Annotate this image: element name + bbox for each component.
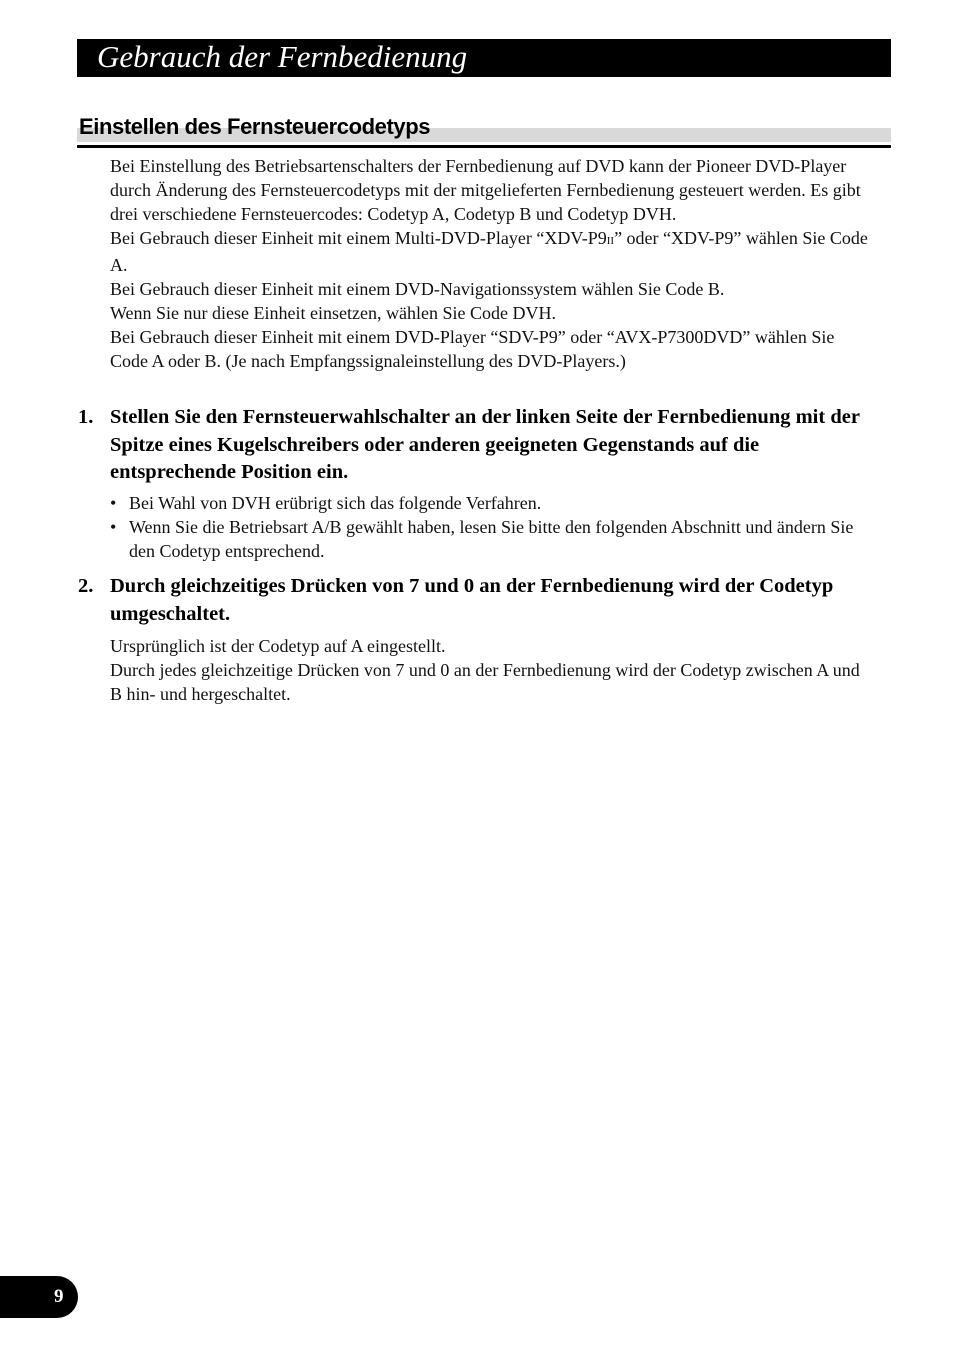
step-2	[78, 573, 868, 628]
intro-paragraph: Bei Einstellung des Betriebsartenschalters der Fernbedienung auf DVD kann der Pioneer DVD-Player durch Änderung des Fernsteuercodetyps mit der mitgelieferten Fernbedienung gesteuert werden. Es gibt drei verschiedene Fernsteuercodes: Codetyp A, Codetyp B und Codetyp DVH.	[110, 156, 861, 224]
page-number-tab	[0, 1276, 78, 1318]
step-instruction: Stellen Sie den Fernsteuerwahlschalter an der linken Seite der Fernbedienung mit der Spitze eines Kugelschreibers oder anderen geeigneten Gegenstands auf die entsprechende Position ein.	[110, 406, 860, 483]
step-number: 1.	[78, 406, 94, 428]
section-heading	[77, 112, 891, 148]
bullet-text: Bei Wahl von DVH erübrigt sich das folgende Verfahren.	[129, 493, 542, 513]
intro-text-run: ” oder “XDV-P9” wählen Sie Code A.	[110, 228, 868, 275]
intro-paragraph: Bei Gebrauch dieser Einheit mit einem DVD-Navigationssystem wählen Sie Code B.	[110, 279, 725, 299]
bullet-icon: •	[110, 493, 117, 513]
page-number: 9	[54, 1286, 64, 1307]
note-paragraph: Ursprünglich ist der Codetyp auf A eingestellt.	[110, 636, 446, 656]
intro-paragraph: Bei Gebrauch dieser Einheit mit einem DVD-Player “SDV-P9” oder “AVX-P7300DVD” wählen Sie Code A oder B. (Je nach Empfangssignaleinstellung des DVD-Players.)	[110, 327, 835, 371]
intro-text	[110, 154, 870, 373]
step-instruction: Durch gleichzeitiges Drücken von 7 und 0 an der Fernbedienung wird der Codetyp umgeschaltet.	[110, 575, 834, 625]
bullet-item	[110, 515, 870, 563]
section-heading-rule	[77, 145, 891, 148]
intro-paragraph: Wenn Sie nur diese Einheit einsetzen, wählen Sie Code DVH.	[110, 303, 556, 323]
bullet-icon: •	[110, 517, 117, 537]
intro-text-run: Bei Gebrauch dieser Einheit mit einem Multi-DVD-Player “XDV-P9	[110, 228, 607, 248]
bullet-item	[110, 491, 870, 515]
chapter-title-bar	[77, 39, 891, 77]
step-2-notes	[110, 634, 870, 706]
roman-numeral-suffix: II	[606, 235, 615, 247]
step-number: 2.	[78, 575, 94, 597]
intro-paragraph	[110, 226, 870, 277]
bullet-text: Wenn Sie die Betriebsart A/B gewählt haben, lesen Sie bitte den folgenden Abschnitt und ändern Sie den Codetyp entsprechend.	[129, 517, 854, 561]
step-1	[78, 404, 868, 487]
note-paragraph: Durch jedes gleichzeitige Drücken von 7 und 0 an der Fernbedienung wird der Codetyp zwischen A und B hin- und hergeschaltet.	[110, 660, 860, 704]
section-title: Einstellen des Fernsteuercodetyps	[79, 114, 431, 139]
step-1-bullets	[110, 491, 870, 563]
chapter-title: Gebrauch der Fernbedienung	[97, 39, 468, 74]
